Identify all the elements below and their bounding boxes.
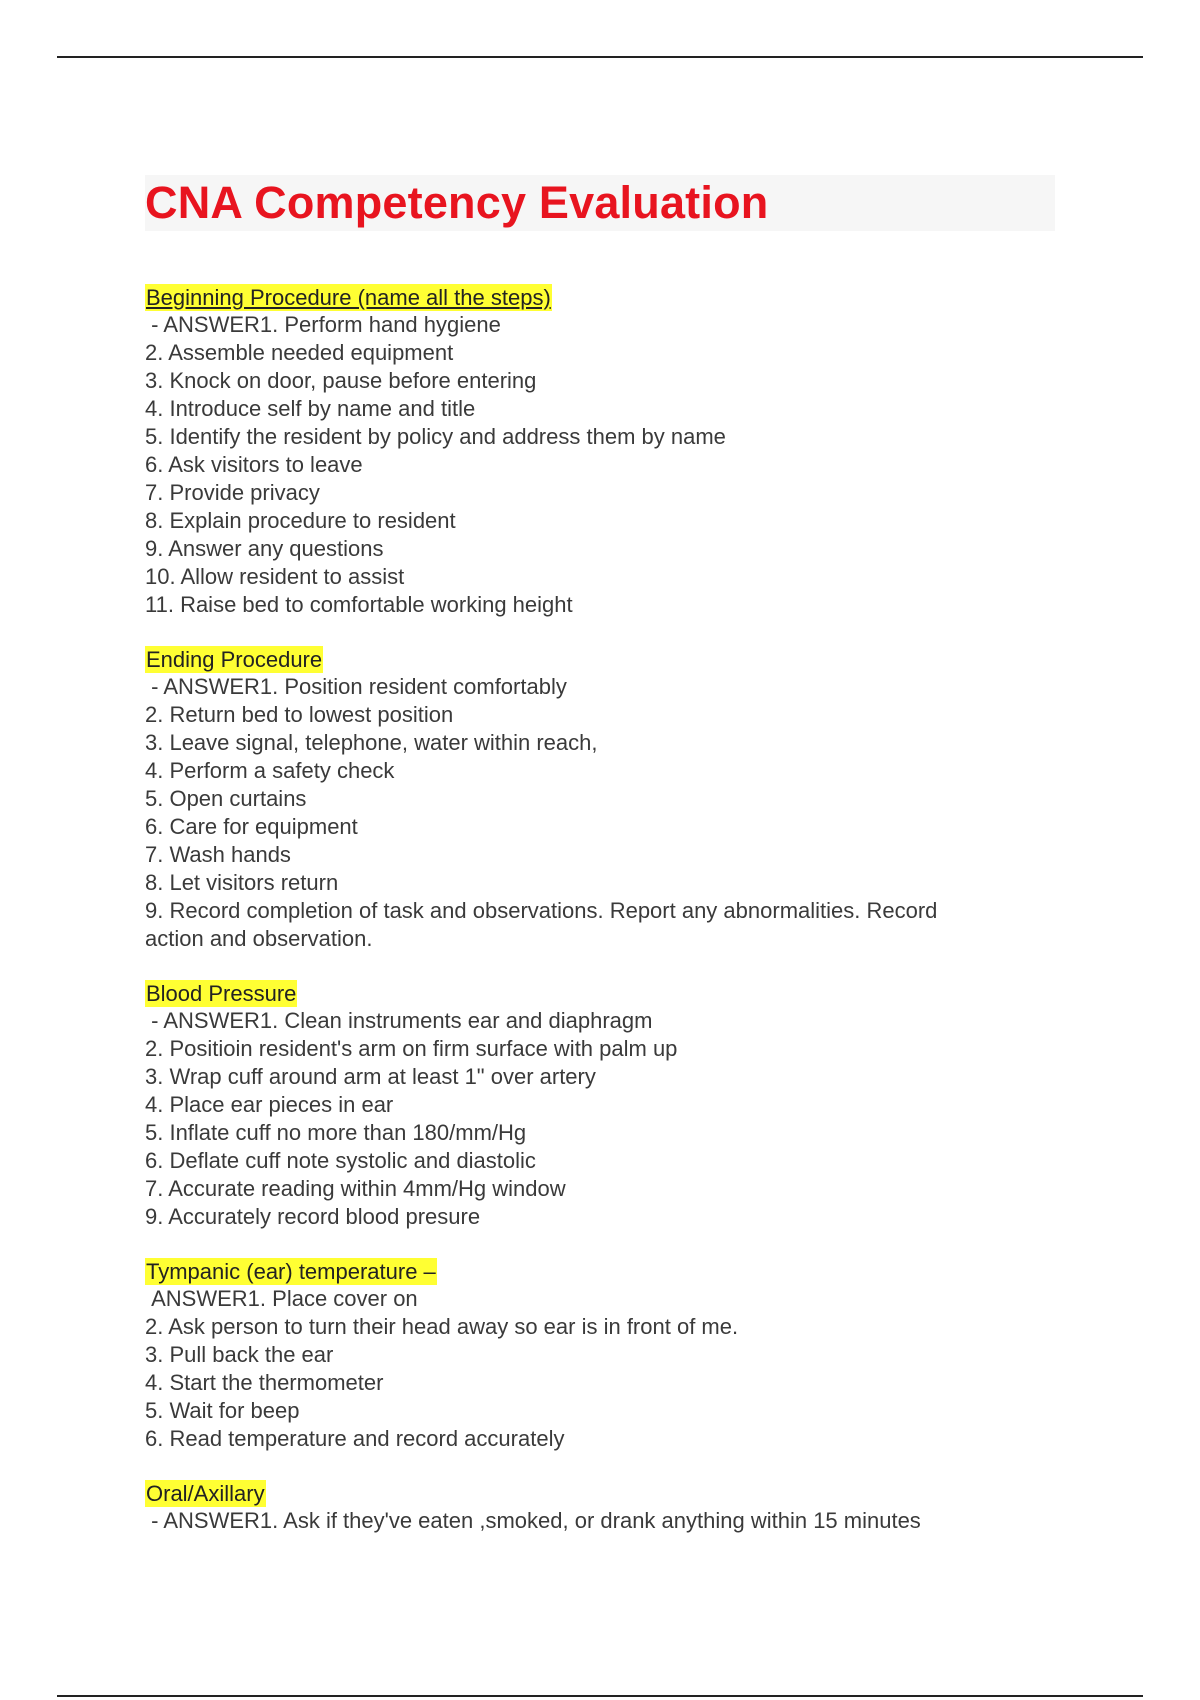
section-beginning-procedure [145,284,1055,619]
section-line: 3. Wrap cuff around arm at least 1" over artery [145,1064,596,1089]
section-heading: Blood Pressure [146,981,297,1006]
section-line: 3. Leave signal, telephone, water within reach, [145,730,598,755]
section-heading: Beginning Procedure (name all the steps) [146,285,551,310]
section-line: 5. Wait for beep [145,1398,300,1423]
section-line: 10. Allow resident to assist [145,564,405,589]
section-heading: Ending Procedure [146,647,323,672]
section-line: 9. Accurately record blood presure [145,1204,481,1229]
section-tympanic-temperature [145,1258,1055,1453]
section-line: 4. Place ear pieces in ear [145,1092,394,1117]
section-line: 2. Positioin resident's arm on firm surface with palm up [145,1036,678,1061]
section-ending-procedure [145,646,1055,953]
section-line: 2. Return bed to lowest position [145,702,454,727]
section-line: 9. Answer any questions [145,536,384,561]
section-oral-axillary [145,1480,1055,1535]
section-line: 4. Start the thermometer [145,1370,384,1395]
section-line: 4. Perform a safety check [145,758,395,783]
section-line: - ANSWER1. Position resident comfortably [145,674,567,699]
section-line: 9. Record completion of task and observations. Report any abnormalities. Record [145,898,938,923]
section-heading: Tympanic (ear) temperature – [146,1259,436,1284]
section-line: 5. Inflate cuff no more than 180/mm/Hg [145,1120,527,1145]
section-line: 3. Pull back the ear [145,1342,334,1367]
section-line: 6. Care for equipment [145,814,358,839]
section-line: 8. Let visitors return [145,870,339,895]
section-line: 7. Provide privacy [145,480,320,505]
section-line: - ANSWER1. Perform hand hygiene [145,312,501,337]
section-line: 8. Explain procedure to resident [145,508,456,533]
section-heading: Oral/Axillary [146,1481,265,1506]
section-line: 7. Accurate reading within 4mm/Hg window [145,1176,566,1201]
document-title: CNA Competency Evaluation [145,177,769,228]
section-line: 5. Open curtains [145,786,307,811]
section-line: 4. Introduce self by name and title [145,396,476,421]
title-band [145,175,1055,231]
section-line: - ANSWER1. Clean instruments ear and diaphragm [145,1008,653,1033]
section-line: 6. Ask visitors to leave [145,452,363,477]
section-line: ANSWER1. Place cover on [145,1286,418,1311]
section-line: 2. Assemble needed equipment [145,340,454,365]
section-line: 6. Read temperature and record accurately [145,1426,565,1451]
section-line: 5. Identify the resident by policy and address them by name [145,424,726,449]
section-line: 6. Deflate cuff note systolic and diastolic [145,1148,536,1173]
section-line: 11. Raise bed to comfortable working height [145,592,573,617]
section-line: action and observation. [145,926,373,951]
section-blood-pressure [145,980,1055,1231]
section-line: 7. Wash hands [145,842,291,867]
section-line: - ANSWER1. Ask if they've eaten ,smoked, or drank anything within 15 minutes [145,1508,921,1533]
section-line: 2. Ask person to turn their head away so ear is in front of me. [145,1314,739,1339]
section-line: 3. Knock on door, pause before entering [145,368,537,393]
bottom-rule [57,1695,1143,1697]
sections [145,284,1055,1535]
top-rule [57,56,1143,58]
document-body [145,175,1055,1562]
